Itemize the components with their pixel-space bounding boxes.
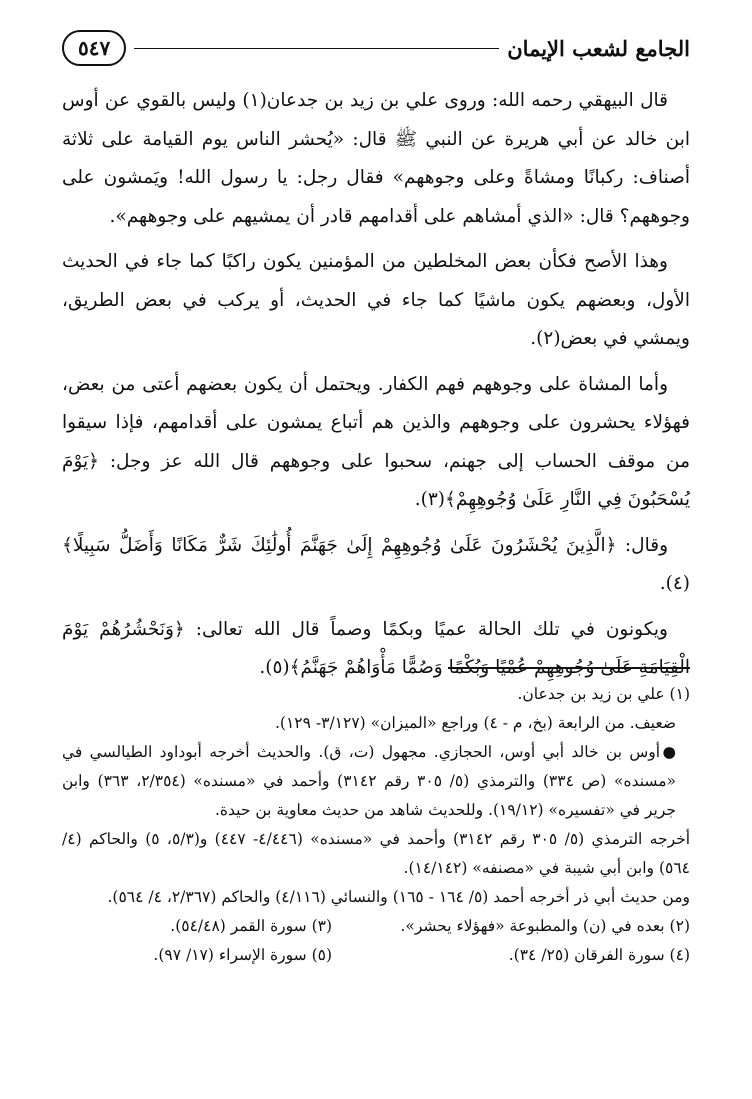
- footnote-1-line-3: أخرجه الترمذي (٥/ ٣٠٥ رقم ٣١٤٢) وأحمد في «مسنده» (٤/٤٤٦- ٤٤٧) و(٥/٣، ٥) والحاكم (٤/ ٥٦٤) وابن أبي شيبة في «مصنفه» (١٤/١٤٢).: [62, 830, 691, 877]
- footnote-1-line-1: ضعيف. من الرابعة (بخ، م - ٤) وراجع «الميزان» (٣/١٢٧- ١٢٩).: [274, 714, 676, 732]
- footnote-row-2-3: [62, 912, 690, 941]
- footnote-1-line-2: ●أوس بن خالد أبي أوس، الحجازي. مجهول (ت، ق). والحديث أخرجه أبوداود الطيالسي في «مسنده» (ص ٣٣٤) والترمذي (٥/ ٣٠٥ رقم ٣١٤٢) وأحمد في «مسنده» (٢/٣٥٤، ٣٦٣) وابن جرير في «تفسيره» (١٩/١٢). وللحديث شاهد من حديث معاوية بن حيدة.: [62, 743, 676, 819]
- paragraph-3: وأما المشاة على وجوههم فهم الكفار. ويحتمل أن يكون بعضهم أعتى من بعض، فهؤلاء يحشرون على وجوههم والذين هم أتباع يمشون على أقدامهم، فإذا سيقوا من موقف الحساب إلى جهنم، سحبوا على وجوههم قال الله عز وجل: ﴿يَوْمَ يُسْحَبُونَ فِي النَّارِ عَلَىٰ وُجُوهِهِمْ﴾(٣).: [62, 373, 690, 510]
- footnote-separator: [448, 667, 690, 669]
- paragraph-2: وهذا الأصح فكأن بعض المخلطين من المؤمنين يكون راكبًا كما جاء في الحديث الأول، وبعضهم يكون ماشيًا كما جاء في الحديث، أو يركب في بعض الطريق، ويمشي في بعض(٢).: [62, 251, 690, 349]
- running-header: [62, 28, 690, 68]
- footnote-4: (٤) سورة الفرقان (٢٥/ ٣٤).: [508, 946, 690, 964]
- page-number: ٥٤٧: [62, 30, 126, 66]
- footnote-3: (٣) سورة القمر (٥٤/٤٨).: [170, 917, 333, 935]
- paragraph-5: ويكونون في تلك الحالة عميًا وبكمًا وصماً قال الله تعالى: ﴿وَنَحْشُرُهُمْ يَوْمَ الْقِيَامَةِ عَلَىٰ وُجُوهِهِمْ عُمْيًا وَبُكْمًا وَصُمًّا مَأْوَاهُمْ جَهَنَّمُ﴾(٥).: [62, 618, 690, 678]
- paragraph-4: وقال: ﴿الَّذِينَ يُحْشَرُونَ عَلَىٰ وُجُوهِهِمْ إِلَىٰ جَهَنَّمَ أُولَٰئِكَ شَرٌّ مَكَانًا وَأَضَلُّ سَبِيلًا﴾(٤).: [62, 534, 690, 594]
- footnote-5: (٥) سورة الإسراء (١٧/ ٩٧).: [153, 946, 333, 964]
- footnote-1-title: (١) علي بن زيد بن جدعان.: [517, 685, 690, 703]
- footnote-row-4-5: [62, 941, 690, 970]
- main-text: [62, 82, 690, 695]
- footnote-2: (٢) بعده في (ن) والمطبوعة «فهؤلاء يحشر».: [400, 917, 690, 935]
- header-rule: [134, 48, 499, 49]
- paragraph-1: قال البيهقي رحمه الله: وروى علي بن زيد بن جدعان(١) وليس بالقوي عن أوس ابن خالد عن أبي هريرة عن النبي ﷺ قال: «يُحشر الناس يوم القيامة على ثلاثة أصناف: ركبانًا ومشاةً وعلى وجوههم» فقال رجل: يا رسول الله! ويَمشون على وجوههم؟ قال: «الذي أمشاهم على أقدامهم قادر أن يمشيهم على وجوههم».: [62, 90, 690, 227]
- header-title: الجامع لشعب الإيمان: [507, 35, 690, 61]
- footnotes: [62, 680, 690, 970]
- footnote-1-line-4: ومن حديث أبي ذر أخرجه أحمد (٥/ ١٦٤ - ١٦٥) والنسائي (٤/١١٦) والحاكم (٢/٣٦٧، ٤/ ٥٦٤).: [107, 888, 690, 906]
